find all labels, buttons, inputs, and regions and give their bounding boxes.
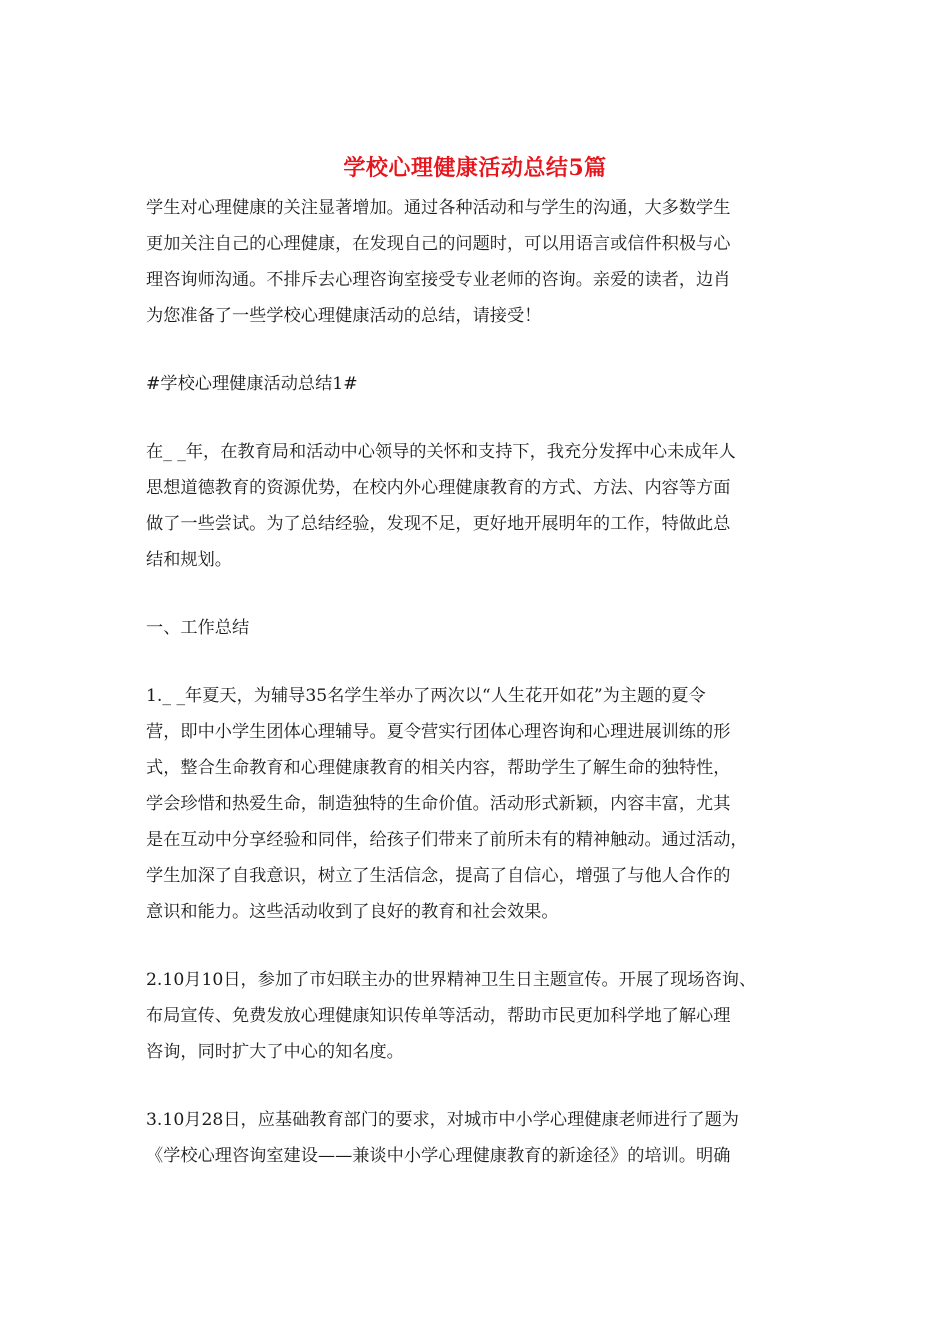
text-line: 营，即中小学生团体心理辅导。夏令营实行团体心理咨询和心理进展训练的形 [146,722,731,742]
text-line: 结和规划。 [146,550,232,570]
text-line: 3.10月28日，应基础教育部门的要求，对城市中小学心理健康老师进行了题为 [146,1110,739,1130]
intro-paragraph [146,190,812,334]
paragraph-gap [146,402,812,434]
document-title: 学校心理健康活动总结5篇 [343,155,607,181]
text-line: 2.10月10日，参加了市妇联主办的世界精神卫生日主题宣传。开展了现场咨询、 [146,970,757,990]
text-line: 式，整合生命教育和心理健康教育的相关内容，帮助学生了解生命的独特性， [146,758,731,778]
paragraph-gap [146,334,812,366]
text-line: 学生对心理健康的关注显著增加。通过各种活动和与学生的沟通，大多数学生 [146,198,731,218]
text-line: 学会珍惜和热爱生命，制造独特的生命价值。活动形式新颖，内容丰富，尤其 [146,794,731,814]
document-body [146,190,812,1174]
item-3 [146,1102,812,1174]
paragraph-gap [146,646,812,678]
text-line: 1._ _年夏天，为辅导35名学生举办了两次以“人生花开如花”为主题的夏令 [146,686,706,706]
text-line: 理咨询师沟通。不排斥去心理咨询室接受专业老师的咨询。亲爱的读者，边肖 [146,270,731,290]
item-2 [146,962,812,1070]
item-1 [146,678,812,930]
paragraph-1 [146,434,812,578]
text-line: 思想道德教育的资源优势，在校内外心理健康教育的方式、方法、内容等方面 [146,478,731,498]
text-line: 在_ _年，在教育局和活动中心领导的关怀和支持下，我充分发挥中心未成年人 [146,442,736,462]
text-line: 《学校心理咨询室建设——兼谈中小学心理健康教育的新途径》的培训。明确 [146,1146,731,1166]
paragraph-gap [146,930,812,962]
text-line: 意识和能力。这些活动收到了良好的教育和社会效果。 [146,902,559,922]
text-line: 更加关注自己的心理健康，在发现自己的问题时，可以用语言或信件积极与心 [146,234,731,254]
text-line: 是在互动中分享经验和同伴，给孩子们带来了前所未有的精神触动。通过活动， [146,830,748,850]
text-line: 布局宣传、免费发放心理健康知识传单等活动，帮助市民更加科学地了解心理 [146,1006,731,1026]
text-line: 为您准备了一些学校心理健康活动的总结，请接受！ [146,306,542,326]
text-line: 做了一些尝试。为了总结经验，发现不足，更好地开展明年的工作，特做此总 [146,514,731,534]
paragraph-gap [146,1070,812,1102]
section-heading: #学校心理健康活动总结1# [146,374,358,394]
paragraph-gap [146,578,812,610]
text-line: 咨询，同时扩大了中心的知名度。 [146,1042,404,1062]
text-line: 学生加深了自我意识，树立了生活信念，提高了自信心，增强了与他人合作的 [146,866,731,886]
subheading: 一、工作总结 [146,618,250,638]
